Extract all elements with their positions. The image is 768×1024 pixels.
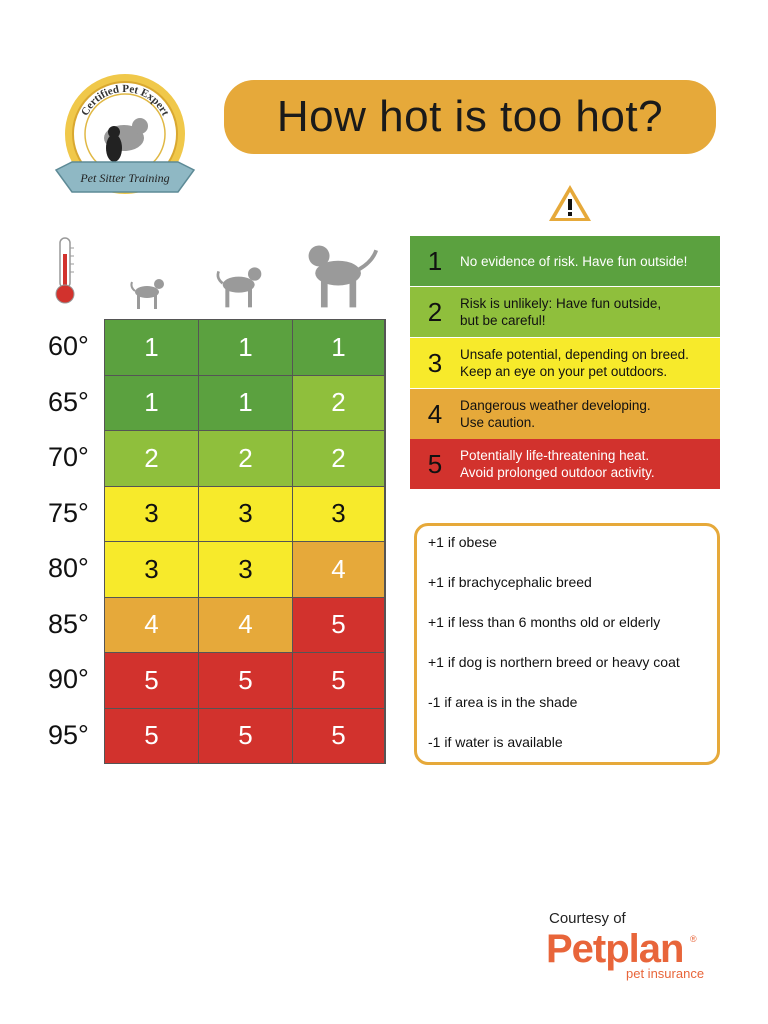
risk-cell: 5 [293, 653, 385, 709]
temperature-label: 75° [48, 497, 89, 528]
petplan-tagline: pet insurance [626, 966, 705, 981]
risk-cell: 2 [293, 376, 385, 432]
legend-row-5 [410, 439, 720, 489]
risk-cell: 5 [105, 653, 199, 709]
badge-top-text: Certified Pet Expert [78, 82, 172, 118]
legend-row-4 [410, 389, 720, 439]
risk-cell: 5 [105, 709, 199, 765]
modifier-item: +1 if brachycephalic breed [428, 574, 592, 590]
risk-cell: 3 [105, 487, 199, 543]
legend-level: 2 [427, 296, 443, 327]
risk-cell: 2 [199, 431, 293, 487]
risk-cell: 3 [293, 487, 385, 543]
temperature-label: 65° [48, 386, 89, 417]
small-dog-icon [127, 275, 169, 311]
modifiers-box [414, 523, 720, 765]
legend-text: Dangerous weather developing. Use caution. [460, 398, 651, 430]
temperature-label: 60° [48, 331, 89, 361]
risk-cell: 5 [199, 653, 293, 709]
legend-row-1 [410, 236, 720, 286]
modifier-item: +1 if dog is northern breed or heavy coat [428, 654, 680, 670]
risk-cell: 3 [199, 542, 293, 598]
legend-text: No evidence of risk. Have fun outside! [460, 253, 688, 269]
risk-cell: 1 [293, 320, 385, 376]
certified-pet-expert-badge [52, 70, 198, 210]
risk-cell: 1 [105, 376, 199, 432]
legend-level: 5 [427, 448, 443, 479]
thermometer-icon [50, 236, 80, 306]
modifier-item: +1 if less than 6 months old or elderly [428, 614, 661, 630]
risk-legend [410, 236, 720, 489]
risk-cell: 4 [105, 598, 199, 654]
risk-cell: 3 [199, 487, 293, 543]
modifier-item: +1 if obese [428, 534, 497, 550]
large-dog-icon [300, 240, 380, 310]
risk-cell: 5 [293, 709, 385, 765]
risk-cell: 5 [293, 598, 385, 654]
risk-cell: 3 [105, 542, 199, 598]
risk-cell: 4 [293, 542, 385, 598]
temperature-label: 85° [48, 608, 89, 639]
risk-cell: 2 [293, 431, 385, 487]
legend-row-3 [410, 338, 720, 388]
legend-level: 1 [427, 245, 443, 276]
temperature-label: 95° [48, 719, 89, 750]
title-banner [224, 80, 716, 154]
courtesy-text: Courtesy of [549, 910, 626, 927]
risk-grid [104, 319, 386, 764]
petplan-logo: Petplan [546, 927, 684, 971]
legend-text: Unsafe potential, depending on breed. Keep an eye on your pet outdoors. [460, 347, 689, 379]
temperature-label: 90° [48, 664, 89, 694]
risk-cell: 5 [199, 709, 293, 765]
temperature-label: 70° [48, 442, 89, 472]
risk-cell: 1 [105, 320, 199, 376]
temperature-label: 80° [48, 553, 89, 583]
medium-dog-icon [210, 262, 270, 310]
legend-level: 3 [427, 347, 443, 378]
modifier-item: -1 if area is in the shade [428, 694, 578, 710]
risk-cell: 4 [199, 598, 293, 654]
risk-cell: 2 [105, 431, 199, 487]
legend-text: Risk is unlikely: Have fun outside, but be careful! [460, 296, 662, 328]
risk-cell: 1 [199, 376, 293, 432]
legend-text: Potentially life-threatening heat. Avoid prolonged outdoor activity. [460, 448, 655, 480]
risk-cell: 1 [199, 320, 293, 376]
page-title: How hot is too hot? [276, 92, 664, 141]
modifier-item: -1 if water is available [428, 734, 563, 750]
legend-level: 4 [427, 398, 443, 429]
warning-triangle-icon [547, 183, 593, 223]
badge-ribbon-text: Pet Sitter Training [80, 171, 170, 185]
registered-mark: ® [690, 934, 697, 944]
legend-row-2 [410, 287, 720, 337]
